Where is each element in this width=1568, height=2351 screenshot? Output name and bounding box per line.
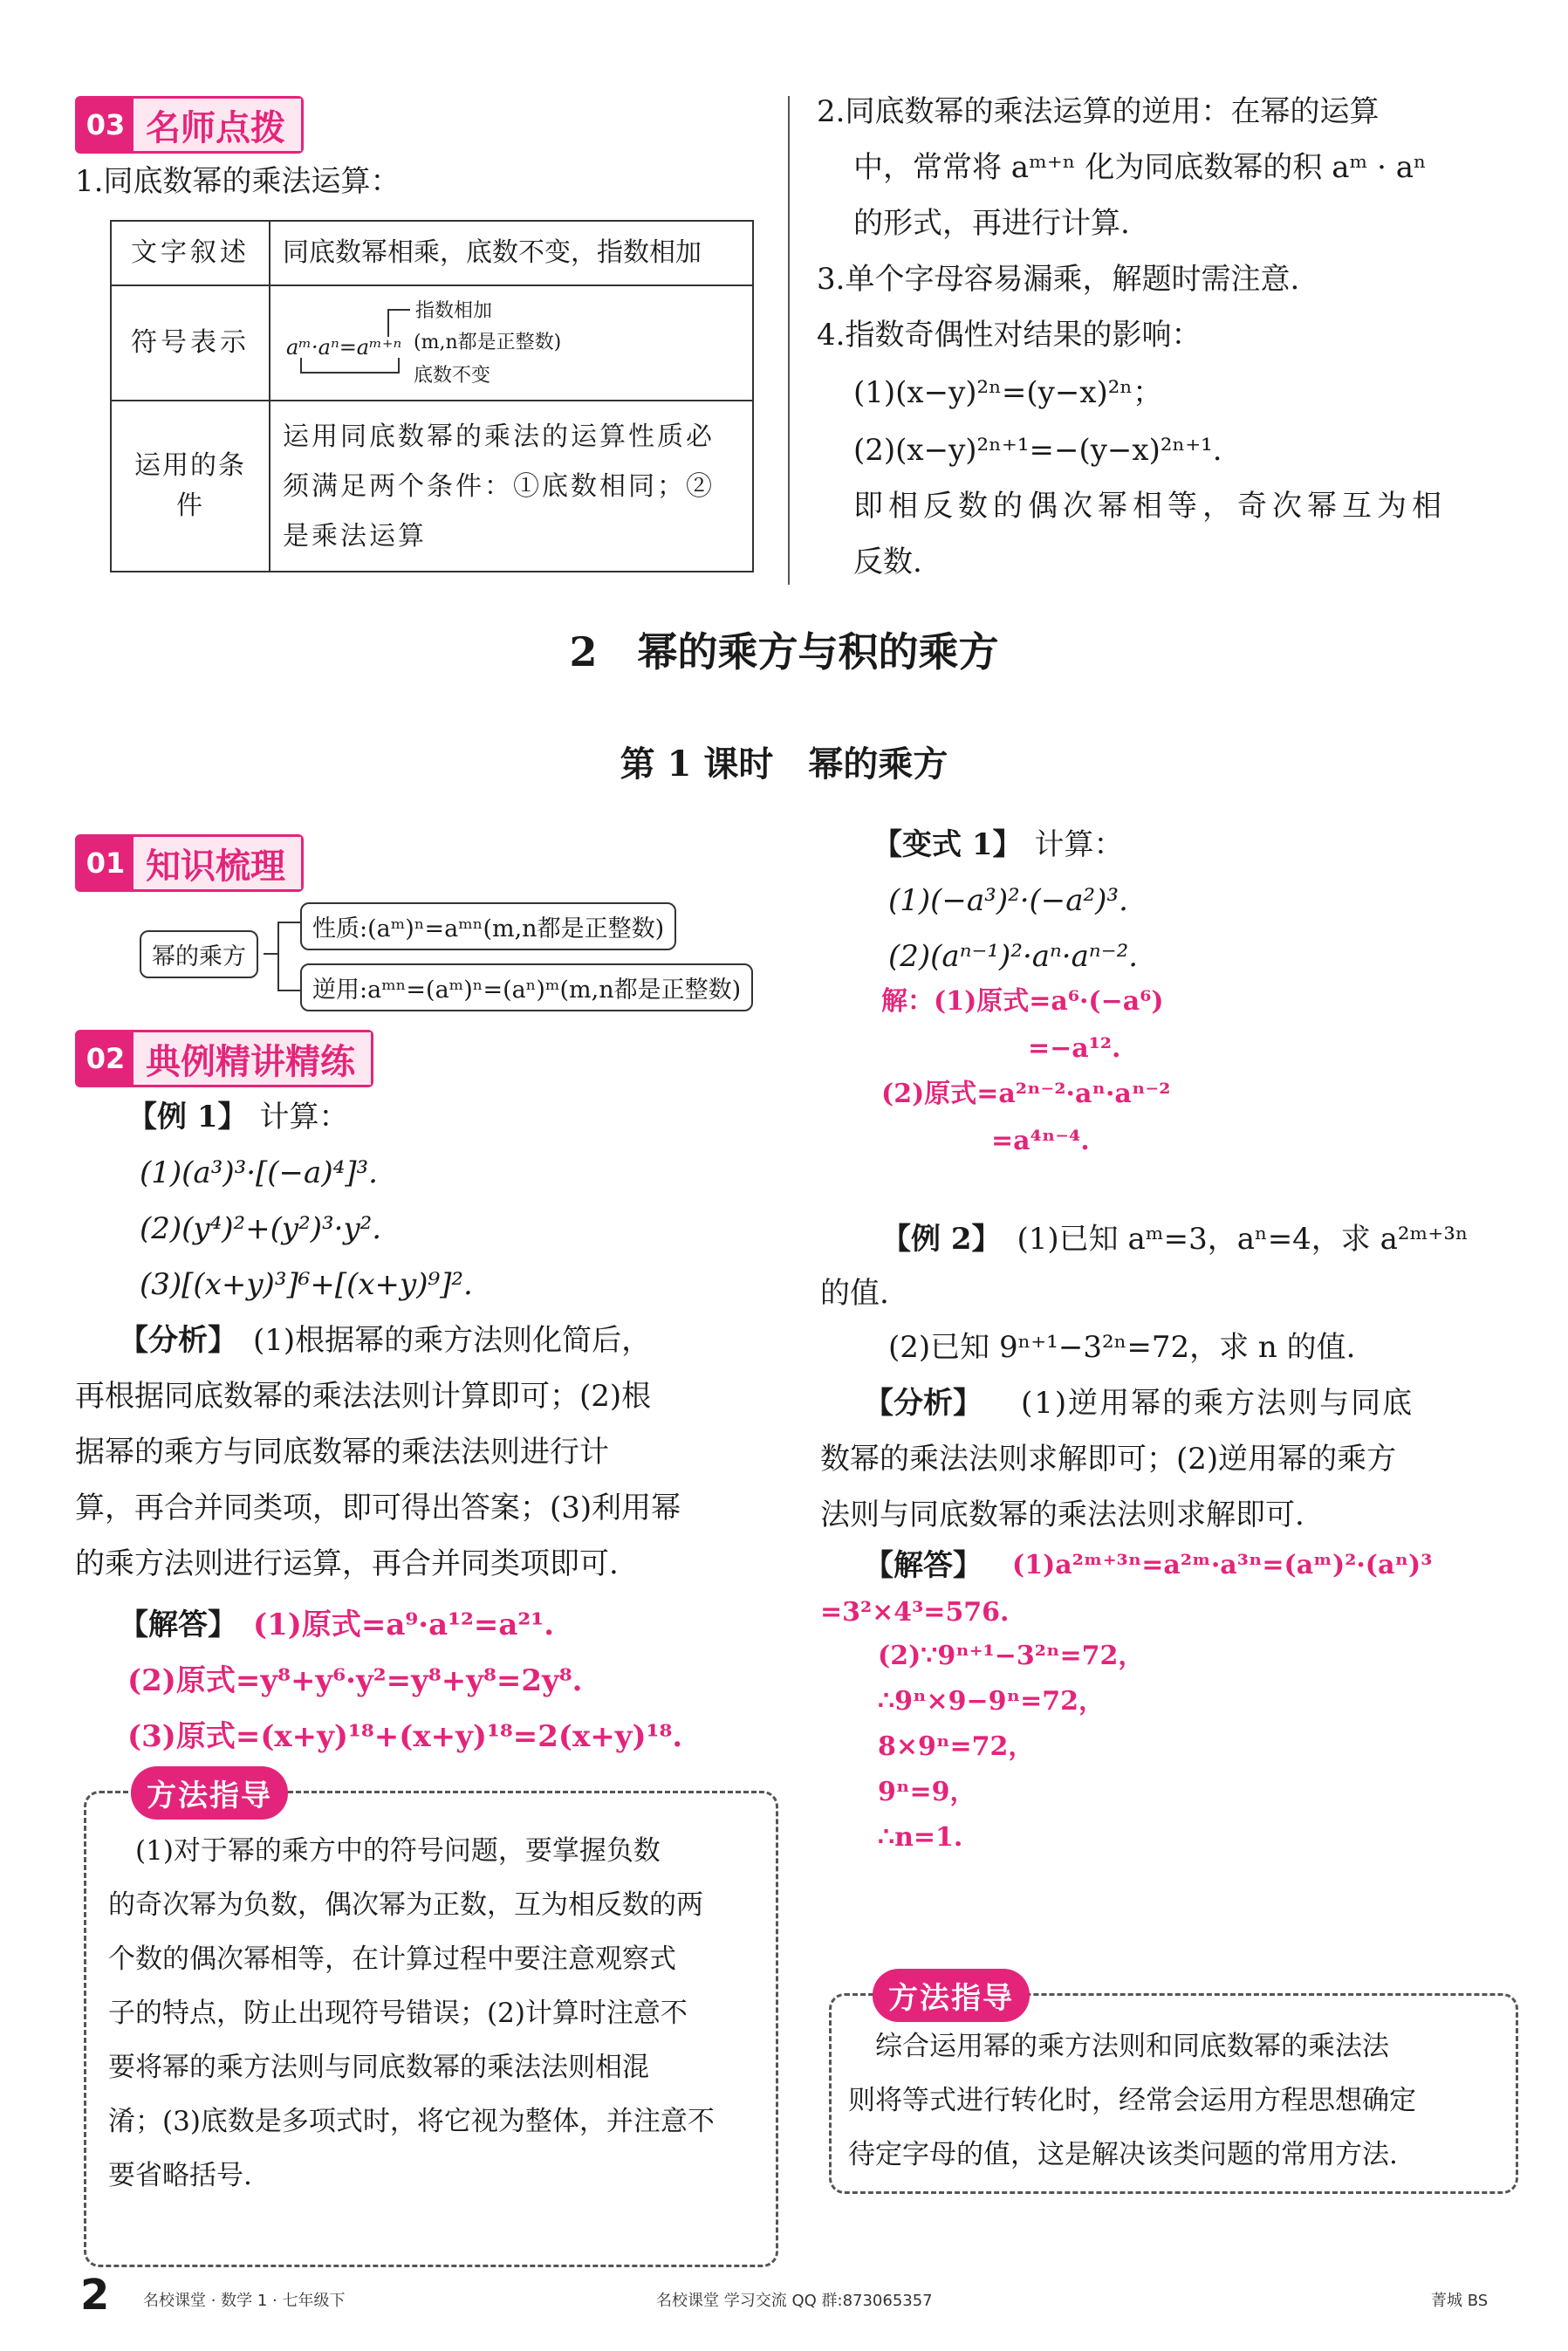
- table-body-wording: 同底数幂相乘，底数不变，指数相加: [270, 221, 753, 285]
- note-line: (1)(x−y)²ⁿ=(y−x)²ⁿ；: [853, 375, 1163, 410]
- variant-1-head: [873, 827, 1124, 863]
- variant-answer: =−a¹².: [1028, 1033, 1121, 1064]
- rule-table: [110, 220, 754, 572]
- answer-line: (1)原式=a⁹·a¹²=a²¹.: [253, 1607, 555, 1642]
- note-line: 的形式，再进行计算.: [853, 206, 1130, 241]
- map-branch-property: 性质:(aᵐ)ⁿ=aᵐⁿ(m,n都是正整数): [300, 902, 676, 950]
- map-root: 幂的乘方: [140, 930, 258, 978]
- analysis-line: 再根据同底数幂的乘法法则计算即可；(2)根: [75, 1379, 652, 1414]
- guide-line: 的奇次幂为负数，偶次幂为正数，互为相反数的两: [108, 1889, 703, 1921]
- analysis-line: 数幂的乘法法则求解即可；(2)逆用幂的乘方: [820, 1442, 1397, 1477]
- example-tag: 【例 1】: [127, 1100, 248, 1134]
- guide-line: 待定字母的值，这是解决该类问题的常用方法.: [848, 2139, 1398, 2170]
- map-branch-inverse: 逆用:aᵐⁿ=(aᵐ)ⁿ=(aⁿ)ᵐ(m,n都是正整数): [300, 963, 753, 1011]
- variant-answer: 解：(1)原式=a⁶·(−a⁶): [881, 986, 1164, 1017]
- guide-line: 淆；(3)底数是多项式时，将它视为整体，并注意不: [108, 2106, 715, 2137]
- example-2-line: (2)已知 9ⁿ⁺¹−3²ⁿ=72，求 n 的值.: [888, 1330, 1356, 1365]
- method-guide-tag: 方法指导: [873, 1969, 1030, 2022]
- note-line: 反数.: [853, 545, 922, 579]
- answer-line: ∴9ⁿ×9−9ⁿ=72，: [878, 1686, 1106, 1717]
- section-badge-03: [75, 96, 304, 154]
- note-exponent: 指数相加: [415, 300, 493, 322]
- note-line: (2)(x−y)²ⁿ⁺¹=−(y−x)²ⁿ⁺¹.: [853, 433, 1222, 468]
- section-title: 2 幂的乘方与积的乘方: [569, 628, 999, 675]
- variant-answer: (2)原式=a²ⁿ⁻²·aⁿ·aⁿ⁻²: [881, 1079, 1171, 1109]
- note-line: 即相反数的偶次幂相等，奇次幂互为相: [853, 489, 1447, 524]
- guide-line: (1)对于幂的乘方中的符号问题，要掌握负数: [108, 1835, 661, 1867]
- answer-line: 9ⁿ=9，: [878, 1777, 976, 1807]
- variant-prompt: 计算：: [1034, 827, 1124, 862]
- example-1-head: [127, 1100, 349, 1135]
- table-body-condition: 运用同底数幂的乘法的运算性质必须满足两个条件：①底数相同；②是乘法运算: [270, 401, 753, 572]
- guide-line: 子的特点，防止出现符号错误；(2)计算时注意不: [108, 1998, 688, 2029]
- formula: aᵐ·aⁿ=aᵐ⁺ⁿ: [286, 335, 402, 360]
- analysis-tag: 【分析】: [119, 1323, 237, 1358]
- answer-tag: 【解答】: [119, 1607, 237, 1642]
- footer-edition: 菁城 BS: [1431, 2292, 1489, 2310]
- map-connector-stub: [264, 953, 277, 955]
- note-line: 3.单个字母容易漏乘，解题时需注意.: [817, 262, 1300, 297]
- lesson-title: 第 1 课时 幂的乘方: [620, 744, 948, 785]
- badge-title: 典例精讲精练: [134, 1032, 371, 1085]
- variant-tag: 【变式 1】: [873, 827, 1023, 862]
- answer-line: (1)a²ᵐ⁺³ⁿ=a²ᵐ·a³ⁿ=(aᵐ)²·(aⁿ)³: [1012, 1550, 1433, 1580]
- method-guide-tag: 方法指导: [131, 1766, 288, 1820]
- example-1-q2: (2)(y⁴)²+(y²)³·y².: [140, 1211, 382, 1246]
- answer-line: (3)原式=(x+y)¹⁸+(x+y)¹⁸=2(x+y)¹⁸.: [127, 1719, 683, 1754]
- tip-item-1: 1.同底数幂的乘法运算：: [75, 164, 401, 199]
- answer-line: (2)∵9ⁿ⁺¹−3²ⁿ=72，: [878, 1641, 1145, 1671]
- example-2-head: [881, 1222, 1469, 1258]
- guide-line: 要将幂的乘方法则与同底数幂的乘法法则相混: [108, 2052, 649, 2083]
- badge-title: 名师点拨: [134, 99, 301, 151]
- variant-answer: =a⁴ⁿ⁻⁴.: [991, 1126, 1090, 1156]
- answer-tag-2: 【解答】: [864, 1548, 983, 1583]
- answer-line: ∴n=1.: [878, 1822, 963, 1853]
- example-prompt: 计算：: [259, 1100, 349, 1134]
- analysis-line: 算，再合并同类项，即可得出答案；(3)利用幂: [75, 1491, 681, 1525]
- example-tag: 【例 2】: [881, 1222, 1002, 1257]
- footer-qq: 名校课堂 学习交流 QQ 群:873065357: [656, 2292, 933, 2310]
- bracket-lines-bottom: [300, 358, 400, 374]
- badge-number: 02: [78, 1032, 134, 1085]
- note-base-unchanged: 底数不变: [414, 365, 491, 387]
- analysis-line: (1)根据幂的乘方法则化简后，: [253, 1323, 652, 1358]
- answer-line: (2)原式=y⁸+y⁶·y²=y⁸+y⁸=2y⁸.: [127, 1663, 583, 1698]
- map-connector: [277, 922, 302, 991]
- footer-book: 名校课堂 · 数学 1 · 七年级下: [143, 2292, 346, 2310]
- answer-line: 8×9ⁿ=72，: [878, 1731, 1035, 1762]
- note-line: 中，常常将 aᵐ⁺ⁿ 化为同底数幂的积 aᵐ · aⁿ: [853, 150, 1427, 185]
- badge-number: 01: [78, 837, 134, 889]
- variant-q2: (2)(aⁿ⁻¹)²·aⁿ·aⁿ⁻².: [888, 939, 1139, 974]
- table-head-symbol: 符号表示: [111, 285, 270, 401]
- analysis-tag-2: 【分析】: [864, 1386, 983, 1421]
- analysis-line: (1)逆用幂的乘方法则与同底: [1021, 1386, 1414, 1421]
- analysis-line: 据幂的乘方与同底数幂的乘法法则进行计: [75, 1435, 609, 1470]
- table-head-wording: 文字叙述: [111, 221, 270, 285]
- example-1-q1: (1)(a³)³·[(−a)⁴]³.: [140, 1155, 378, 1190]
- guide-line: 综合运用幂的乘方法则和同底数幂的乘法法: [848, 2031, 1389, 2062]
- note-line: 2.同底数幂的乘法运算的逆用：在幂的运算: [817, 94, 1380, 129]
- answer-line: =3²×4³=576.: [820, 1597, 1010, 1628]
- table-head-condition: 运用的条件: [111, 401, 270, 572]
- guide-line: 要省略括号.: [108, 2160, 252, 2191]
- example-1-q3: (3)[(x+y)³]⁶+[(x+y)⁹]².: [140, 1267, 473, 1302]
- bracket-lines: [387, 309, 410, 337]
- note-line: 4.指数奇偶性对结果的影响：: [817, 318, 1202, 353]
- example-2-line: 的值.: [820, 1276, 889, 1311]
- example-2-line: (1)已知 aᵐ=3，aⁿ=4，求 a²ᵐ⁺³ⁿ: [1017, 1222, 1469, 1257]
- analysis-line: 法则与同底数幂的乘法法则求解即可.: [820, 1498, 1304, 1532]
- section-badge-01: [75, 834, 304, 892]
- method-guide-text: [848, 2019, 1494, 2182]
- table-body-symbol: [270, 285, 753, 401]
- analysis-line: 的乘方法则进行运算，再合并同类项即可.: [75, 1546, 619, 1581]
- guide-line: 则将等式进行转化时，经常会运用方程思想确定: [848, 2085, 1416, 2116]
- guide-line: 个数的偶次幂相等，在计算过程中要注意观察式: [108, 1943, 676, 1975]
- page-number: 2: [80, 2271, 110, 2320]
- method-guide-text: [108, 1824, 754, 2203]
- badge-number: 03: [78, 99, 134, 151]
- column-divider: [788, 96, 790, 585]
- section-badge-02: [75, 1030, 373, 1087]
- badge-title: 知识梳理: [134, 837, 301, 889]
- variant-q1: (1)(−a³)²·(−a²)³.: [888, 883, 1128, 918]
- note-positive-integers: (m,n都是正整数): [414, 332, 562, 353]
